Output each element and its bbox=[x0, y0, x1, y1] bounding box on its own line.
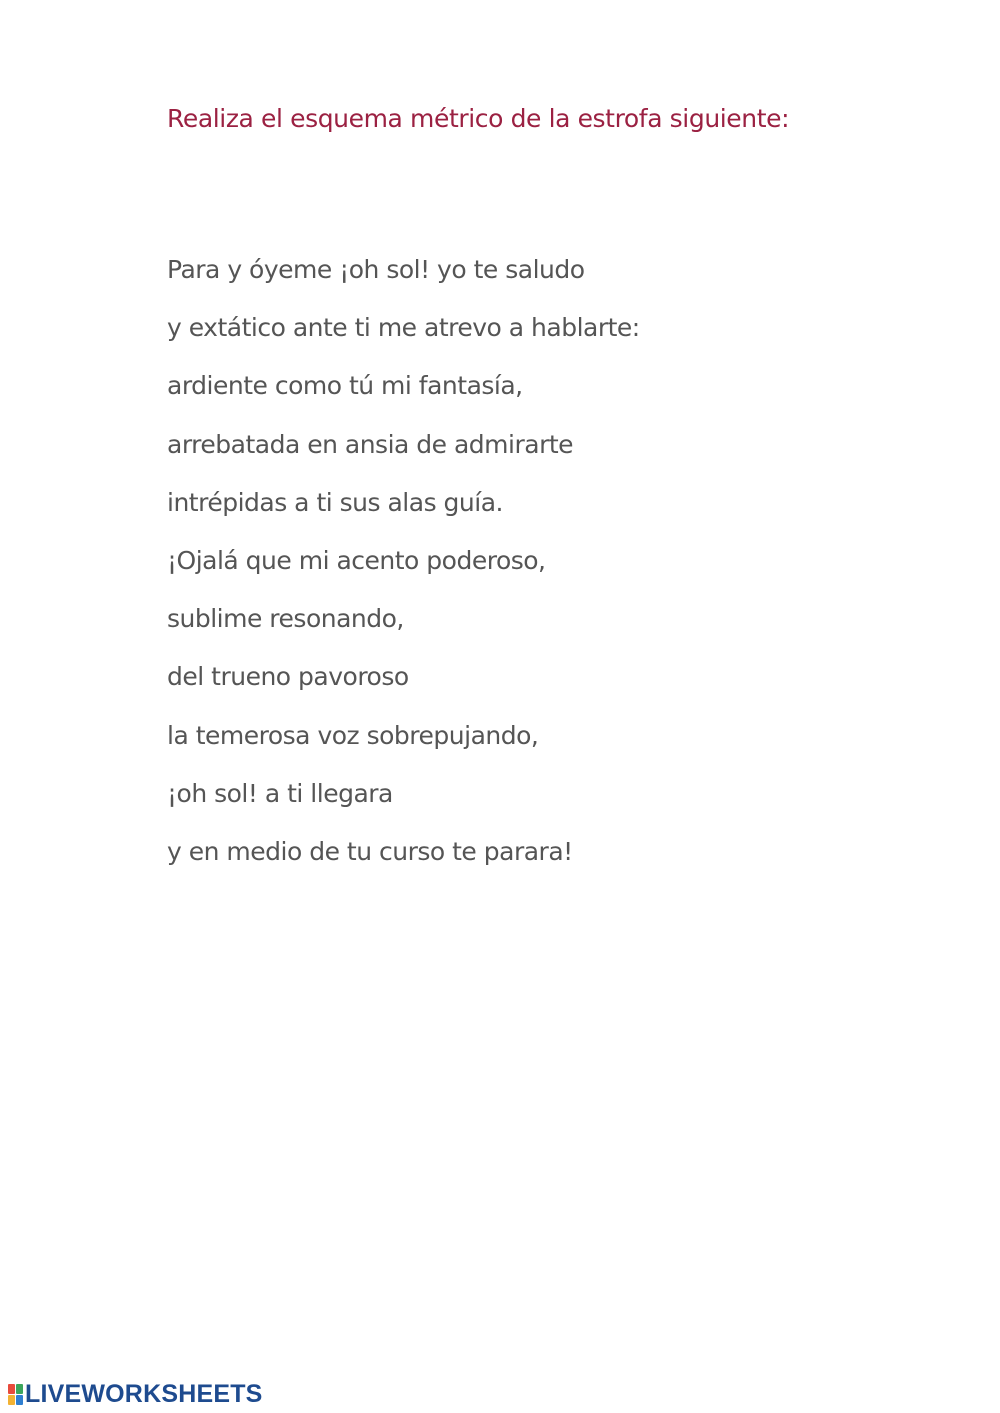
poem-line: arrebatada en ansia de admirarte bbox=[167, 429, 574, 459]
logo-tile bbox=[8, 1395, 15, 1405]
poem-line: Para y óyeme ¡oh sol! yo te saludo bbox=[167, 255, 585, 284]
poem-line: intrépidas a ti sus alas guía. bbox=[167, 487, 503, 517]
poem-line: y extático ante ti me atrevo a hablarte: bbox=[167, 313, 640, 343]
poem-stanza bbox=[167, 250, 640, 890]
poem-line: ardiente como tú mi fantasía, bbox=[167, 371, 523, 401]
poem-line: ¡Ojalá que mi acento poderoso, bbox=[167, 545, 546, 575]
poem-line: del trueno pavoroso bbox=[167, 662, 409, 692]
liveworksheets-logo-icon bbox=[8, 1384, 23, 1405]
logo-tile bbox=[16, 1384, 23, 1394]
logo-tile bbox=[16, 1395, 23, 1405]
logo-tile bbox=[8, 1384, 15, 1394]
footer-brand bbox=[8, 1380, 263, 1408]
brand-name: LIVEWORKSHEETS bbox=[25, 1379, 263, 1408]
poem-line: la temerosa voz sobrepujando, bbox=[167, 720, 539, 750]
poem-line: ¡oh sol! a ti llegara bbox=[167, 778, 393, 808]
poem-line: sublime resonando, bbox=[167, 604, 404, 634]
instruction-heading: Realiza el esquema métrico de la estrofa siguiente: bbox=[167, 104, 790, 133]
poem-line: y en medio de tu curso te parara! bbox=[167, 836, 573, 866]
